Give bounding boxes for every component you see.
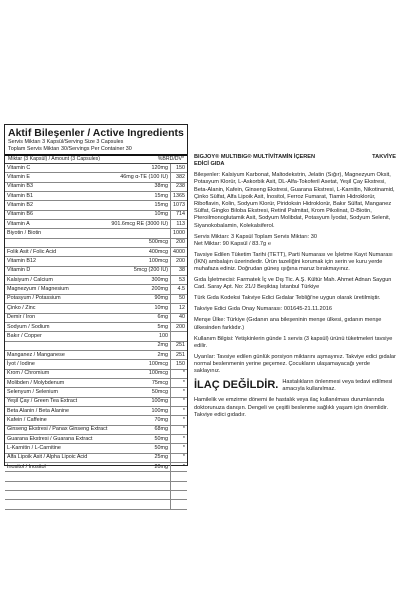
product-name: BIGJOY® MULTIBIG® MULTİVİTAMİN İÇEREN <box>194 154 316 160</box>
not-drug-note: Hastalıkların önlenmesi veya tedavi edilmesi amacıyla kullanılmaz. <box>282 379 393 393</box>
table-row <box>5 210 187 219</box>
ingredient-amount: 100mcg <box>109 257 170 266</box>
table-row <box>5 416 187 425</box>
manufacturer-text: Gıda İşletmecisi: Farmatek İç ve Dış Tic. A.Ş. Kültür Mah. Ahmet Adnan Saygun Cad. Saray Apt. No: 21/J Beşiktaş İstanbul Türkiye <box>194 277 392 291</box>
ingredient-dv: 1365 <box>171 192 188 201</box>
ingredient-amount: 50mcg <box>109 388 170 397</box>
ingredient-dv: 1073 <box>171 201 188 210</box>
ingredient-dv: * <box>171 425 188 434</box>
ingredient-amount: 38mg <box>109 182 170 191</box>
ingredient-amount: 75mcg <box>109 378 170 387</box>
ingredient-amount: 5mg <box>109 322 170 331</box>
ingredient-dv: 251 <box>171 341 188 350</box>
ingredient-name: Folik Asit / Folic Acid <box>5 248 109 257</box>
ingredient-amount: 70mg <box>109 416 170 425</box>
table-row <box>5 350 187 359</box>
ingredient-name: Vitamin B2 <box>5 201 109 210</box>
ingredient-name: Yeşil Çay / Green Tea Extract <box>5 397 109 406</box>
table-row <box>5 472 187 481</box>
table-row <box>5 201 187 210</box>
table-row <box>5 341 187 350</box>
ingredient-dv <box>171 472 188 481</box>
facts-title: Aktif Bileşenler / Active Ingredients <box>8 127 184 139</box>
table-row <box>5 192 187 201</box>
ingredient-amount: 901.6mcg RE (3000 IU) <box>109 220 170 229</box>
ingredient-name: Vitamin B6 <box>5 210 109 219</box>
ingredient-dv: * <box>171 378 188 387</box>
facts-column-header <box>5 156 187 164</box>
table-row <box>5 257 187 266</box>
ingredient-dv: * <box>171 434 188 443</box>
ingredient-dv <box>171 500 188 509</box>
ingredient-name: Kalsiyum / Calcium <box>5 276 109 285</box>
ingredient-amount: 20mg <box>109 463 170 472</box>
ingredient-amount <box>109 481 170 490</box>
ingredient-name: Beta Alanin / Beta Alanine <box>5 406 109 415</box>
ingredient-dv: * <box>171 416 188 425</box>
table-row <box>5 453 187 462</box>
table-row <box>5 304 187 313</box>
table-row <box>5 313 187 322</box>
amount-column-label: Miktar (3 Kapsül) / Amount (3 Capsules) <box>8 156 100 162</box>
net-amount: Net Miktar: 90 Kapsül / 83.7g ℮ <box>194 240 272 247</box>
ingredient-dv: 714 <box>171 210 188 219</box>
ingredient-name: Guarana Ekstresi / Guarana Extract <box>5 434 109 443</box>
ingredient-amount <box>109 472 170 481</box>
table-row <box>5 285 187 294</box>
ingredient-name: İyot / Iodine <box>5 360 109 369</box>
table-row <box>5 397 187 406</box>
ingredient-name: Molibden / Molybdenum <box>5 378 109 387</box>
table-row <box>5 425 187 434</box>
ingredient-dv: 4000 <box>171 248 188 257</box>
ingredient-dv <box>171 332 188 341</box>
ingredient-name <box>5 341 109 350</box>
pregnancy-text: Hamilelik ve emzirme dönemi ile hastalık veya ilaç kullanılması durumlarında doktorunuza danışın. Dengeli ve çeşitli beslenme sağlıklı yaşam için önemlidir. Takviye edici gıdadır. <box>194 397 389 418</box>
ingredient-amount: 100mcg <box>109 360 170 369</box>
ingredient-amount: 68mg <box>109 425 170 434</box>
ingredient-dv: 113 <box>171 220 188 229</box>
ingredient-dv: * <box>171 444 188 453</box>
ingredient-name <box>5 481 109 490</box>
table-row <box>5 229 187 238</box>
table-row <box>5 434 187 443</box>
table-row <box>5 322 187 331</box>
table-row <box>5 463 187 472</box>
product-label <box>4 124 396 470</box>
dv-column-label: %BRD/DV* <box>157 156 184 162</box>
usage-text: Kullanım Bilgisi: Yetişkinlerin günde 1 servis (3 kapsül) ürünü tüketmeleri tavsiye edilir. <box>194 335 393 349</box>
ingredient-amount: 10mg <box>109 304 170 313</box>
ingredient-dv: 12 <box>171 304 188 313</box>
table-row <box>5 388 187 397</box>
ingredient-amount: 25mg <box>109 453 170 462</box>
ingredient-name: Vitamin B1 <box>5 192 109 201</box>
ingredient-amount: 100mg <box>109 397 170 406</box>
ingredient-amount: 300mg <box>109 276 170 285</box>
table-row <box>5 406 187 415</box>
ingredient-dv: 238 <box>171 182 188 191</box>
product-name-cont: EDİCİ GIDA <box>194 161 225 168</box>
ingredient-amount: 10mg <box>109 210 170 219</box>
ingredient-name <box>5 491 109 500</box>
table-row <box>5 360 187 369</box>
facts-header <box>5 125 187 156</box>
ingredient-dv: 40 <box>171 313 188 322</box>
ingredient-dv: 50 <box>171 294 188 303</box>
ingredient-amount: 500mcg <box>109 238 170 247</box>
ingredient-amount: 100mcg <box>109 369 170 378</box>
label-info-panel <box>194 154 396 423</box>
ingredient-dv: * <box>171 397 188 406</box>
ingredient-dv: 150 <box>171 164 188 173</box>
ingredient-amount: 100 <box>109 332 170 341</box>
ingredient-amount: 15mg <box>109 192 170 201</box>
ingredient-name: Kafein / Caffeine <box>5 416 109 425</box>
table-row <box>5 481 187 490</box>
ingredient-amount: 200mg <box>109 285 170 294</box>
servings-per-container: Toplam Servis Miktarı 30/Servings Per Container 30 <box>8 146 132 152</box>
table-row <box>5 294 187 303</box>
ingredient-name: Sodyum / Sodium <box>5 322 109 331</box>
ingredient-dv: 150 <box>171 360 188 369</box>
not-drug-block <box>194 379 396 393</box>
table-row <box>5 491 187 500</box>
ingredient-dv <box>171 491 188 500</box>
ingredient-name: Vitamin D <box>5 266 109 275</box>
table-row <box>5 266 187 275</box>
ingredient-name: Potasyum / Potassium <box>5 294 109 303</box>
ingredient-dv: 200 <box>171 322 188 331</box>
ingredient-name: Demir / Iron <box>5 313 109 322</box>
ingredient-name: Krom / Chromium <box>5 369 109 378</box>
table-row <box>5 332 187 341</box>
ingredient-dv: * <box>171 406 188 415</box>
ingredient-name <box>5 238 109 247</box>
table-row <box>5 220 187 229</box>
codex-text: Türk Gıda Kodeksi Takviye Edici Gıdalar Tebliği'ne uygun olarak üretilmiştir. <box>194 295 381 302</box>
ingredient-amount: 5mcg (200 IU) <box>109 266 170 275</box>
table-row <box>5 378 187 387</box>
approval-number: Takviye Edici Gıda Onay Numarası: 001645-21.11.2016 <box>194 306 332 313</box>
ingredient-name: Vitamin E <box>5 173 109 182</box>
ingredient-dv: * <box>171 453 188 462</box>
ingredient-amount <box>109 229 170 238</box>
table-row <box>5 182 187 191</box>
ingredient-name: Manganez / Manganese <box>5 350 109 359</box>
ingredient-dv: * <box>171 388 188 397</box>
product-tag: TAKVİYE <box>372 154 396 160</box>
storage-text: Tavsiye Edilen Tüketim Tarihi (TETT), Parti Numarası ve İşletme Kayıt Numarası (İKN) ambalajın üzerindedir. Ürün tazeliğini korumak için serin ve kuru yerde muhafaza ediniz. Doğrudan güneş ışığına maruz bırakmayınız. <box>194 251 393 273</box>
ingredient-name: L-Karnitin / L-Carnitine <box>5 444 109 453</box>
ingredient-dv: 251 <box>171 350 188 359</box>
ingredient-amount: 50mg <box>109 444 170 453</box>
ingredient-name <box>5 500 109 509</box>
ingredient-name: Ginseng Ekstresi / Panax Ginseng Extract <box>5 425 109 434</box>
table-row <box>5 369 187 378</box>
ingredients-table <box>5 164 187 510</box>
ingredient-dv: * <box>171 369 188 378</box>
origin-text: Menşe Ülke: Türkiye (Gıdanın ana bileşeninin menşe ülkesi, gıdanın menşe ülkesinden farklıdır.) <box>194 317 382 331</box>
ingredient-name: Selenyum / Selenium <box>5 388 109 397</box>
ingredient-dv <box>171 481 188 490</box>
ingredients-text: Bileşenler: Kalsiyum Karbonat, Maltodekstrin, Jelatin (Sığır), Magnezyum Oksit, Potasyum Klorür, L-Askorbik Asit, DL-Alfa-Tokoferil Asetat, Yeşil Çay Ekstresi, Beta-Alanin, Kafein, Ginseng Ekstresi, Guarana Ekstresi, L-Karnitin, Nikotinamid, Çinko Sülfat, Alfa Lipoik Asit, İnositol, Ferroz Fumarat, Tiamin Hidroklorür, Riboflavin, Kolin, Sodyum Klorür, Piridoksin Hidroklorür, Bakır Sülfat, Manganez Sülfat, Gingko Biloba Ekstresi, Retinil Palmitat, Krom Pikolinat, D-Biotin, Pteroilmonoglutamik Asit, Sodyum Molibdat, Potasyum İyodat, Sodyum Selenit, Siyanokobalamin, Kolekalsiferol. <box>194 172 395 229</box>
ingredient-name: Çinko / Zinc <box>5 304 109 313</box>
ingredient-name: Bakır / Copper <box>5 332 109 341</box>
ingredient-amount: 2mg <box>109 341 170 350</box>
warning-text: Uyarılar: Tavsiye edilen günlük porsiyon miktarını aşmayınız. Takviye edici gıdalar normal beslenmenin yerine geçemez. Çocukların ulaşamayacağı yerde saklayınız. <box>194 353 396 375</box>
table-row <box>5 500 187 509</box>
ingredient-name: Vitamin C <box>5 164 109 173</box>
ingredient-dv: 53 <box>171 276 188 285</box>
ingredient-amount: 46mg α-TE (100 IU) <box>109 173 170 182</box>
not-drug-heading: İLAÇ DEĞİLDİR. <box>194 379 279 392</box>
ingredient-name: Biyotin / Biotin <box>5 229 109 238</box>
table-row <box>5 444 187 453</box>
ingredient-dv: * <box>171 463 188 472</box>
ingredient-dv: 1000 <box>171 229 188 238</box>
servings-text: Servis Miktarı: 3 Kapsül Toplam Servis Miktarı: 30 <box>194 233 317 240</box>
ingredient-amount <box>109 491 170 500</box>
ingredient-amount: 100mg <box>109 406 170 415</box>
ingredient-amount: 90mg <box>109 294 170 303</box>
ingredient-amount: 50mg <box>109 434 170 443</box>
ingredient-dv: 200 <box>171 257 188 266</box>
ingredient-amount: 120mg <box>109 164 170 173</box>
ingredient-name: Vitamin B12 <box>5 257 109 266</box>
ingredient-name: Magnezyum / Magnesium <box>5 285 109 294</box>
ingredient-amount: 400mcg <box>109 248 170 257</box>
table-row <box>5 238 187 247</box>
ingredient-name: Vitamin A <box>5 220 109 229</box>
ingredient-name: İnositol / Inositol <box>5 463 109 472</box>
serving-size: Servis Miktarı 3 Kapsül/Serving Size 3 Capsules <box>8 139 124 145</box>
active-ingredients-panel <box>4 124 188 470</box>
ingredient-name <box>5 472 109 481</box>
ingredient-dv: 200 <box>171 238 188 247</box>
ingredient-amount: 6mg <box>109 313 170 322</box>
ingredient-name: Vitamin B3 <box>5 182 109 191</box>
ingredient-dv: 382 <box>171 173 188 182</box>
ingredient-amount: 15mg <box>109 201 170 210</box>
ingredient-amount <box>109 500 170 509</box>
ingredient-amount: 2mg <box>109 350 170 359</box>
table-row <box>5 276 187 285</box>
product-name-line <box>194 154 396 161</box>
ingredient-dv: 38 <box>171 266 188 275</box>
table-row <box>5 173 187 182</box>
ingredient-dv: 4.5 <box>171 285 188 294</box>
ingredient-name: Alfa Lipoik Asit / Alpha Lipoic Acid <box>5 453 109 462</box>
table-row <box>5 164 187 173</box>
table-row <box>5 248 187 257</box>
